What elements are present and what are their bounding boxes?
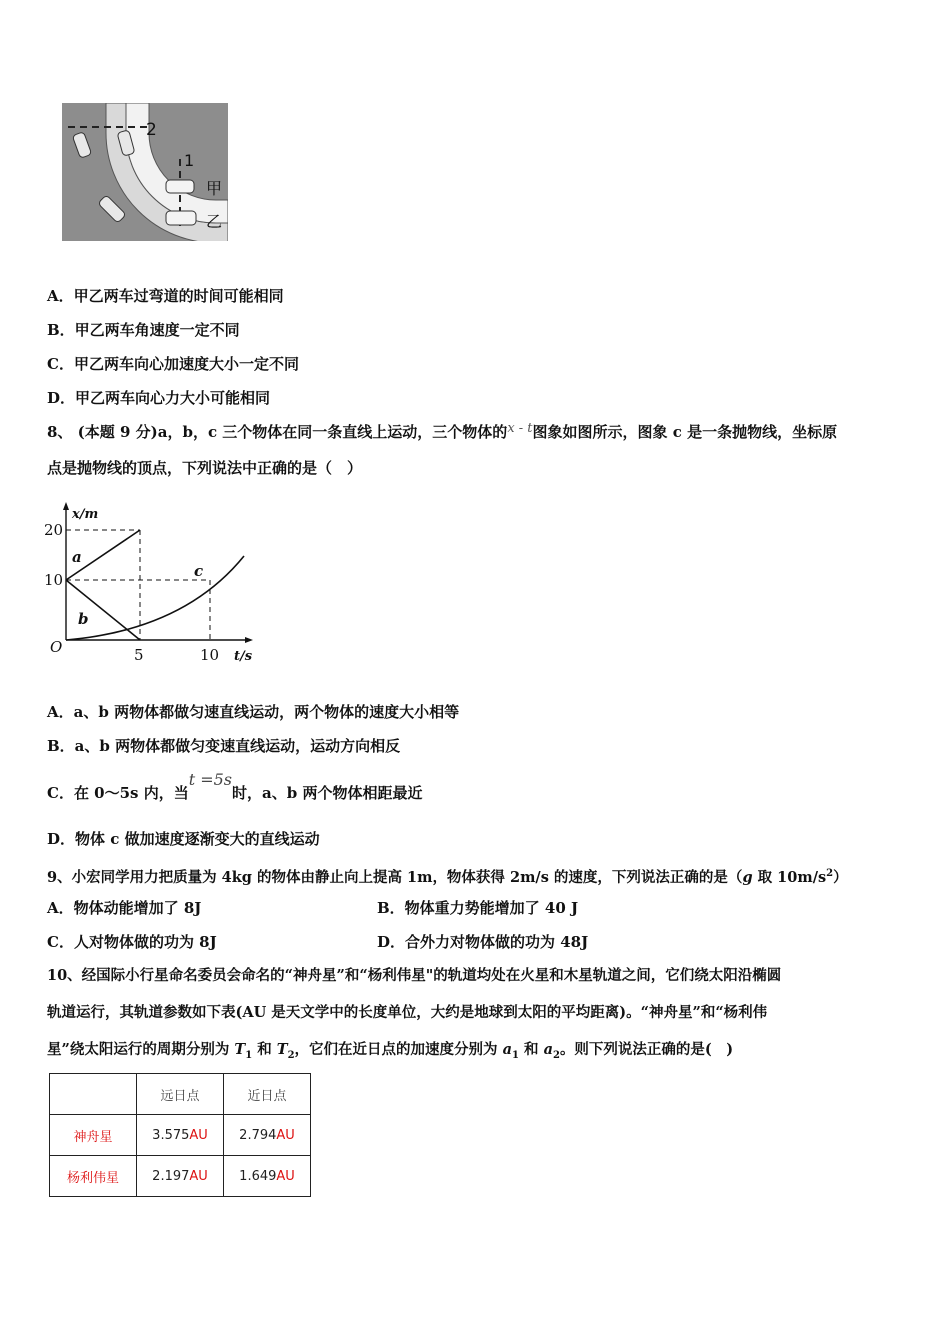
q8-stem-math: x - t <box>507 421 533 436</box>
q10-a2-sub: 2 <box>552 1049 560 1061</box>
q9-stem-sup: 2 <box>826 868 834 879</box>
far-unit: AU <box>189 1127 208 1143</box>
road-bend-figure <box>62 103 228 241</box>
xtick-5: 5 <box>134 646 144 664</box>
table-cell-near <box>224 1156 311 1197</box>
q9-stem-main: 9、小宏同学用力把质量为 4kg 的物体由静止向上提高 1m，物体获得 2m/s 的速度，下列说法正确的是（ <box>47 868 743 886</box>
q10-T2-sub: 2 <box>287 1049 295 1061</box>
q10-stem-line1: 10、经国际小行星命名委员会命名的“神舟星”和“杨利伟星"的轨道均处在火星和木星轨道之间，它们绕太阳沿椭圆 <box>47 967 782 984</box>
origin-label: O <box>50 638 63 656</box>
q10-T1: T <box>234 1041 246 1058</box>
q8-stem-line1 <box>47 422 837 444</box>
q8-stem-text-a: 8、 (本题 9 分)a，b，c 三个物体在同一条直线上运动，三个物体的 <box>47 423 508 441</box>
q7-option-c: C．甲乙两车向心加速度大小一定不同 <box>47 355 299 373</box>
ytick-10: 10 <box>44 571 64 589</box>
q8-option-b: B．a、b 两物体都做匀变速直线运动，运动方向相反 <box>47 737 401 755</box>
y-axis-label: x/m <box>72 507 99 522</box>
q7-option-a: A．甲乙两车过弯道的时间可能相同 <box>47 287 284 305</box>
xt-chart-svg <box>44 500 254 668</box>
q10-a1: a <box>502 1041 512 1058</box>
q10-stem-line3 <box>47 1040 733 1066</box>
q9-stem-close: ） <box>833 868 848 886</box>
far-value: 3.575 <box>152 1127 190 1143</box>
table-row <box>50 1115 311 1156</box>
label-jia: 甲 <box>206 179 223 198</box>
q9-option-a: A．物体动能增加了 8J <box>47 899 202 917</box>
y-axis-arrow <box>63 502 69 510</box>
curve-c <box>66 556 244 640</box>
q10-T2: T <box>276 1041 288 1058</box>
q9-option-c: C．人对物体做的功为 8J <box>47 933 217 951</box>
label-a: a <box>72 548 82 566</box>
label-1: 1 <box>184 151 195 170</box>
table-cell-near <box>224 1115 311 1156</box>
near-unit: AU <box>276 1168 295 1184</box>
near-unit: AU <box>276 1127 295 1143</box>
x-axis-label: t/s <box>234 649 253 664</box>
xtick-10: 10 <box>200 646 220 664</box>
q8-stem-text-b: 图象如图所示，图象 c 是一条抛物线，坐标原 <box>532 423 838 441</box>
table-header-cell: 近日点 <box>224 1074 311 1115</box>
q8-stem-line2: 点是抛物线的顶点，下列说法中正确的是（ ） <box>47 459 363 477</box>
q10-he2: 和 <box>518 1041 544 1058</box>
label-2: 2 <box>146 120 157 140</box>
car-yi-icon <box>166 211 196 225</box>
q9-stem-g: g <box>742 868 753 886</box>
table-header-cell <box>50 1074 137 1115</box>
x-axis-arrow <box>245 637 253 643</box>
road-bend-svg <box>62 103 228 241</box>
q10-line3-c: 。则下列说法正确的是( ) <box>559 1041 734 1058</box>
q10-stem-line2: 轨道运行，其轨道参数如下表(AU 是天文学中的长度单位，大约是地球到太阳的平均距离)。“神舟星”和“杨利伟 <box>47 1004 768 1021</box>
table-row <box>50 1156 311 1197</box>
q10-a2: a <box>543 1041 553 1058</box>
q9-option-b: B．物体重力势能增加了 40 J <box>377 899 579 917</box>
far-unit: AU <box>189 1168 208 1184</box>
q10-line3-a: 星”绕太阳运行的周期分别为 <box>47 1041 235 1058</box>
xt-chart <box>44 500 254 668</box>
q9-stem <box>47 864 848 888</box>
q8-option-c-text-a: C．在 0～5s 内，当 <box>47 784 189 802</box>
car-jia-icon <box>166 180 194 193</box>
table-header-row <box>50 1074 311 1115</box>
near-value: 1.649 <box>239 1168 277 1184</box>
q7-option-d: D．甲乙两车向心力大小可能相同 <box>47 389 271 407</box>
table-cell-far <box>137 1115 224 1156</box>
table-cell-name: 神舟星 <box>50 1115 137 1156</box>
q10-line3-b: ，它们在近日点的加速度分别为 <box>294 1041 503 1058</box>
q8-option-d: D．物体 c 做加速度逐渐变大的直线运动 <box>47 830 320 848</box>
label-yi: 乙 <box>206 212 223 231</box>
table-cell-far <box>137 1156 224 1197</box>
q10-a1-sub: 1 <box>511 1049 519 1061</box>
q8-option-c <box>47 770 423 803</box>
label-b: b <box>78 610 89 628</box>
near-value: 2.794 <box>239 1127 277 1143</box>
q10-T1-sub: 1 <box>245 1049 253 1061</box>
table-cell-name: 杨利伟星 <box>50 1156 137 1197</box>
far-value: 2.197 <box>152 1168 190 1184</box>
q9-stem-tail: 取 10m/s <box>752 868 827 886</box>
q8-option-c-text-b: 时，a、b 两个物体相距最近 <box>232 784 423 802</box>
q10-he1: 和 <box>252 1041 277 1058</box>
q9-option-d: D．合外力对物体做的功为 48J <box>377 933 589 951</box>
q8-option-a: A．a、b 两物体都做匀速直线运动，两个物体的速度大小相等 <box>47 703 460 721</box>
ytick-20: 20 <box>44 521 64 539</box>
orbit-table <box>49 1073 311 1197</box>
q8-option-c-math: t =5s <box>188 770 233 789</box>
label-c: c <box>194 562 204 580</box>
q7-option-b: B．甲乙两车角速度一定不同 <box>47 321 240 339</box>
table-header-cell: 远日点 <box>137 1074 224 1115</box>
